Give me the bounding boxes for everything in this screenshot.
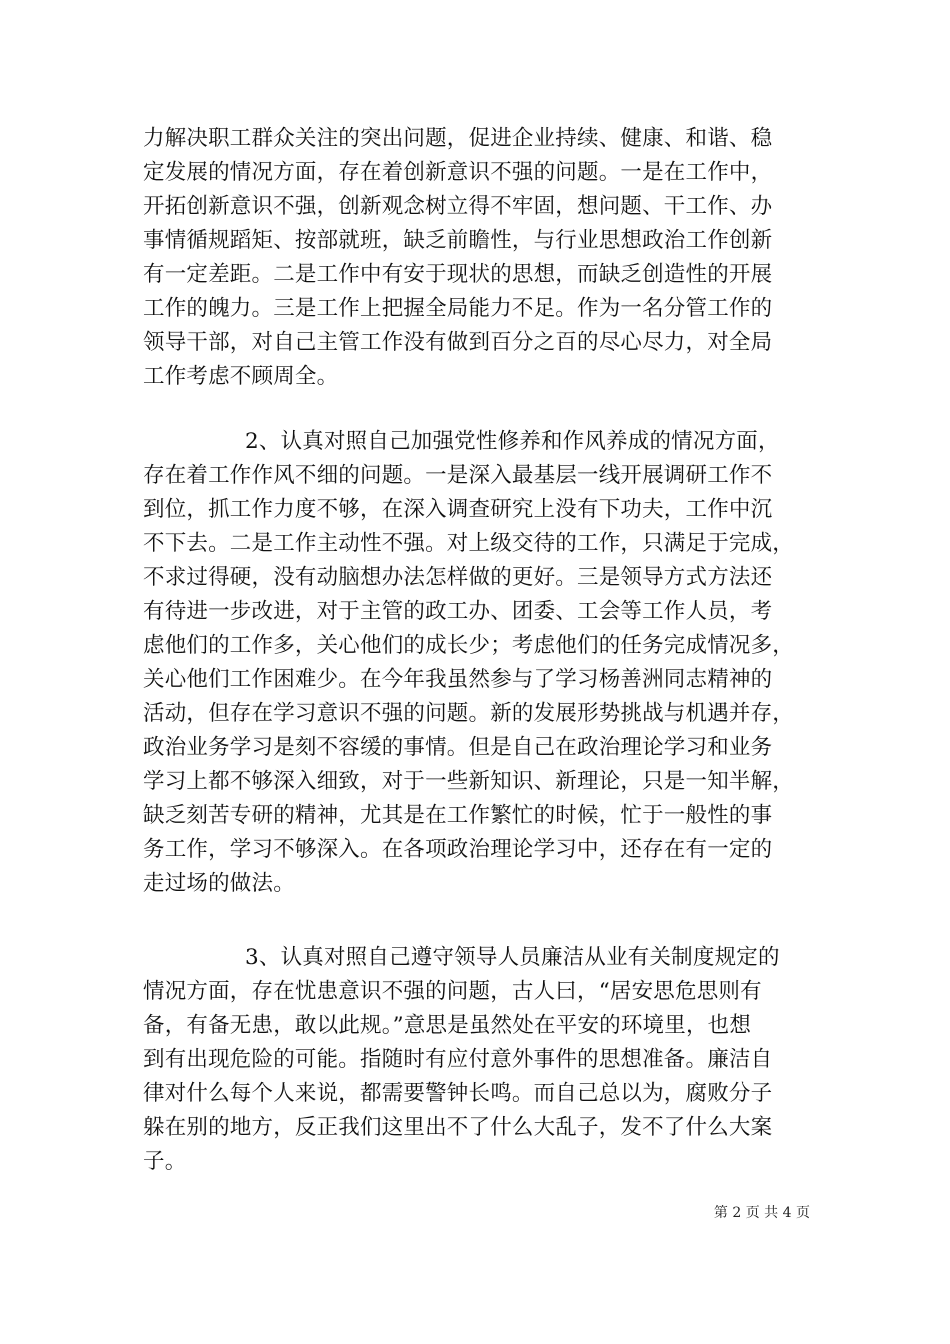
text-line: 律对什么每个人来说，都需要警钟长鸣。而自己总以为，腐败分子 [143, 1081, 773, 1106]
paragraph-3-start: 3、认真对照自己遵守领导人员廉洁从业有关制度规定的 [245, 945, 780, 970]
text-line: 学习上都不够深入细致，对于一些新知识、新理论，只是一知半解， [143, 769, 795, 794]
text-line: 工作的魄力。三是工作上把握全局能力不足。作为一名分管工作的 [143, 296, 773, 321]
text-line: 到有出现危险的可能。指随时有应付意外事件的思想准备。廉洁自 [143, 1047, 773, 1072]
text-line: 定发展的情况方面，存在着创新意识不强的问题。一是在工作中， [143, 160, 773, 185]
text-line: 开拓创新意识不强，创新观念树立得不牢固，想问题、干工作、办 [143, 194, 773, 219]
text-line: 关心他们工作困难少。在今年我虽然参与了学习杨善洲同志精神的 [143, 667, 773, 692]
text-line: 子。 [143, 1149, 187, 1174]
text-line: 躲在别的地方，反正我们这里出不了什么大乱子，发不了什么大案 [143, 1115, 773, 1140]
text-line: 虑他们的工作多，关心他们的成长少；考虑他们的任务完成情况多， [143, 633, 795, 658]
text-line: 存在着工作作风不细的问题。一是深入最基层一线开展调研工作不 [143, 463, 773, 488]
text-line: 不求过得硬，没有动脑想办法怎样做的更好。三是领导方式方法还 [143, 565, 773, 590]
text-line: 备，有备无患，敢以此规。”意思是虽然处在平安的环境里，也想 [143, 1013, 752, 1038]
text-line: 不下去。二是工作主动性不强。对上级交待的工作，只满足于完成， [143, 531, 795, 556]
text-line: 工作考虑不顾周全。 [143, 364, 339, 389]
text-line: 政治业务学习是刻不容缓的事情。但是自己在政治理论学习和业务 [143, 735, 773, 760]
text-line: 走过场的做法。 [143, 871, 295, 896]
text-line: 力解决职工群众关注的突出问题，促进企业持续、健康、和谐、稳 [143, 126, 773, 151]
paragraph-2-start: 2、认真对照自己加强党性修养和作风养成的情况方面， [245, 429, 780, 454]
text-line: 缺乏刻苦专研的精神，尤其是在工作繁忙的时候，忙于一般性的事 [143, 803, 773, 828]
text-line: 领导干部，对自己主管工作没有做到百分之百的尽心尽力，对全局 [143, 330, 773, 355]
text-line: 情况方面，存在忧患意识不强的问题，古人曰，“居安思危思则有 [143, 979, 762, 1004]
text-line: 有待进一步改进，对于主管的政工办、团委、工会等工作人员，考 [143, 599, 773, 624]
text-line: 活动，但存在学习意识不强的问题。新的发展形势挑战与机遇并存， [143, 701, 795, 726]
page-number-footer: 第 2 页 共 4 页 [713, 1205, 810, 1221]
text-line: 有一定差距。二是工作中有安于现状的思想，而缺乏创造性的开展 [143, 262, 773, 287]
text-line: 事情循规蹈矩、按部就班，缺乏前瞻性，与行业思想政治工作创新 [143, 228, 773, 253]
text-line: 到位，抓工作力度不够，在深入调查研究上没有下功夫，工作中沉 [143, 497, 773, 522]
text-line: 务工作，学习不够深入。在各项政治理论学习中，还存在有一定的 [143, 837, 773, 862]
